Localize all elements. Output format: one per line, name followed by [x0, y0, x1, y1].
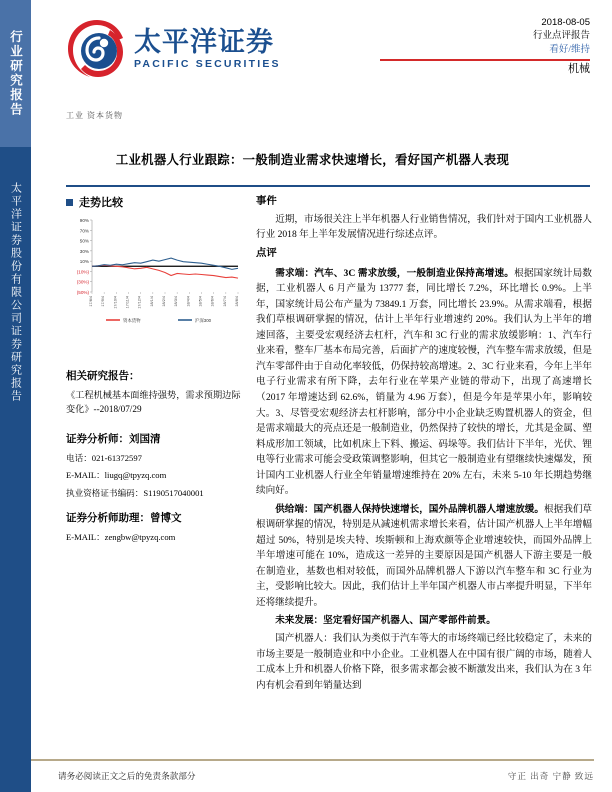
report-type: 行业点评报告	[532, 30, 590, 41]
svg-text:资本货物: 资本货物	[123, 317, 141, 323]
sidebar-bottom-label: 太平洋证券股份有限公司证券研究报告	[9, 182, 22, 403]
section-future-outlook	[256, 613, 592, 693]
svg-text:(50%): (50%)	[76, 290, 89, 295]
related-reports-title: 相关研究报告：	[66, 371, 140, 382]
brand-logo	[66, 18, 281, 80]
title-divider	[66, 185, 590, 187]
svg-text:18/2/4: 18/2/4	[162, 296, 166, 307]
section-supply-side	[256, 502, 592, 611]
brand-name-en: PACIFIC SECURITIES	[134, 57, 281, 70]
section-paragraph: 近期，市场很关注上半年机器人行业销售情况，我们针对于国内工业机器人行业 2018 年上半年发展情况进行综述点评。	[256, 213, 592, 241]
svg-text:(10%): (10%)	[76, 269, 89, 275]
section-heading: 点评	[256, 247, 277, 259]
sector-label: 机械	[568, 63, 590, 76]
svg-text:17/10/4: 17/10/4	[113, 296, 118, 309]
svg-text:18/8/4: 18/8/4	[235, 296, 239, 307]
chart-section-header	[66, 194, 244, 210]
section-paragraph	[256, 613, 592, 629]
rating-badge: 看好/维持	[549, 44, 590, 55]
footer-motto: 守正 出奇 宁静 致远	[507, 771, 594, 781]
footer-divider	[31, 759, 594, 761]
svg-text:18/7/4: 18/7/4	[222, 296, 227, 307]
svg-text:17/8/4: 17/8/4	[89, 296, 93, 307]
paragraph-lead: 供给端：国产机器人保持快速增长，国外品牌机器人增速放缓。	[275, 503, 545, 515]
meta-divider	[380, 59, 590, 61]
paragraph-lead: 未来发展：坚定看好国产机器人、国产零部件前景。	[275, 615, 496, 627]
section-paragraph	[256, 502, 592, 611]
sidebar-top-label: 行业研究报告	[8, 30, 23, 117]
related-reports	[66, 368, 244, 417]
svg-text:18/1/4: 18/1/4	[149, 296, 154, 307]
section-paragraph	[256, 266, 592, 499]
brand-name-cn: 太平洋证券	[134, 26, 274, 57]
analyst-name: 证券分析师：刘国清	[66, 433, 161, 445]
footer-disclaimer: 请务必阅读正文之后的免责条款部分	[58, 771, 196, 781]
left-sidebar	[0, 0, 31, 792]
assistant-email[interactable]: E-MAIL：zengbw@tpyzq.com	[66, 532, 176, 543]
trend-comparison-chart	[66, 216, 242, 324]
report-meta	[380, 16, 590, 78]
analyst-phone: 电话：021-61372597	[66, 452, 142, 463]
industry-tagline: 工业 资本货物	[66, 111, 123, 120]
paragraph-text: 根据我们草根调研掌握的情况，特别是从减速机需求增长来看，估计国产机器人上半年增幅超过 50%，特别是埃夫特、埃斯顿和上海欢颜等企业增速较快，而国外品牌上半年增速可能在 10%，造成这一差异的主要原因是国产机器人下游主要是一般在制造业，基数也相对较低，而国外品牌机器人下游以汽车整车和 3C 行业为主，受影响比较大。因此，我们估计上半年国产机器人市占率提升明显，下半年还将继续提升。	[256, 503, 593, 608]
assistant-name: 证券分析师助理：曾博文	[66, 513, 182, 525]
pacific-securities-logo-icon	[66, 18, 128, 80]
section-heading: 事件	[256, 196, 277, 207]
svg-text:30%: 30%	[79, 248, 89, 254]
chart-section-title: 走势比较	[79, 197, 123, 209]
page-title: 工业机器人行业跟踪：一般制造业需求快速增长，看好国产机器人表现	[115, 153, 510, 167]
svg-text:18/5/4: 18/5/4	[198, 296, 203, 307]
paragraph-lead: 需求端：汽车、3C 需求放缓，一般制造业保持高增速。	[275, 267, 515, 279]
chart-svg	[66, 216, 242, 324]
square-bullet-icon	[66, 199, 73, 206]
related-report-item[interactable]: 《工程机械基本面维持强势，需求预期边际变化》--2018/07/29	[66, 390, 241, 415]
section-comment	[256, 246, 592, 263]
svg-text:70%: 70%	[79, 228, 89, 234]
analyst-email[interactable]: E-MAIL：liugq@tpyzq.com	[66, 470, 167, 481]
section-event	[256, 194, 592, 243]
svg-text:10%: 10%	[79, 259, 89, 265]
svg-text:18/3/4: 18/3/4	[174, 296, 179, 307]
svg-text:50%: 50%	[79, 238, 89, 244]
left-column	[66, 194, 244, 549]
section-paragraph: 国产机器人：我们认为类似于汽车等大的市场终端已经比较稳定了，未来的市场主要是一般制造业和中小企业。工业机器人在中国有很广阔的市场，随着人工成本上升和机器人价格下降，很多需求都会被不断激发出来，我们认为在 3 年内有机会看到年销量达到	[256, 632, 592, 691]
svg-text:18/4/4: 18/4/4	[186, 296, 191, 307]
analyst-block	[66, 431, 244, 545]
svg-text:沪深300: 沪深300	[195, 317, 212, 323]
svg-text:17/11/4: 17/11/4	[125, 296, 130, 309]
report-body	[256, 194, 592, 696]
svg-text:17/9/4: 17/9/4	[101, 296, 106, 307]
report-date: 2018-08-05	[541, 17, 590, 28]
section-demand-side	[256, 266, 592, 499]
svg-text:(30%): (30%)	[76, 279, 89, 285]
svg-text:17/12/4: 17/12/4	[137, 296, 142, 309]
svg-text:18/6/4: 18/6/4	[210, 296, 215, 307]
page-footer	[58, 770, 594, 782]
svg-text:90%: 90%	[79, 218, 89, 223]
analyst-license: 执业资格证书编码：S1190517040001	[66, 488, 204, 499]
paragraph-text: 根据国家统计局数据，工业机器人 6 月产量为 13777 套，同比增长 7.2%，环比增长 0.9%。上半年，国家统计局公布产量为 73849.1 万套，同比增长 23.9%。从需求端看，根据我们草根调研掌握的情况，估计上半年行业增速约 20%。我们认为上半年的增速回落，主要受宏观经济去杠杆，汽车和 3C 行业的需求放缓影响：1、汽车行业来看，整车厂基本布局完善，后面扩产的速度较慢，汽车整车需求放缓，但是汽车零部件由于自动化率较低，仍保持较高增速。2、3C 行业来看，今年上半年电子行业需求有所下降，去年行业在苹果产业链的带动下，出现了高速增长（2017 年增速达到 62.6%，销量为 4.96 万套），但是今年是苹果小年，影响较大。3、尽管受宏观经济去杠杆影响，部分中小企业缺乏购置机器人的资金，但是需求端最大的亮点还是一般制造业，仍然保持了较快的增长，尤其是金属、塑料成形加工领域，比如机床上下料、搬运、码垛等。我们估计下半年，光伏、锂电等行业需求可能会受政策调整影响，但其它一般制造业有望继续快速爆发，预计国内工业机器人行业全年销量增速维持在 20% 左右，未来 5-10 年长期趋势继续向好。	[256, 267, 593, 497]
